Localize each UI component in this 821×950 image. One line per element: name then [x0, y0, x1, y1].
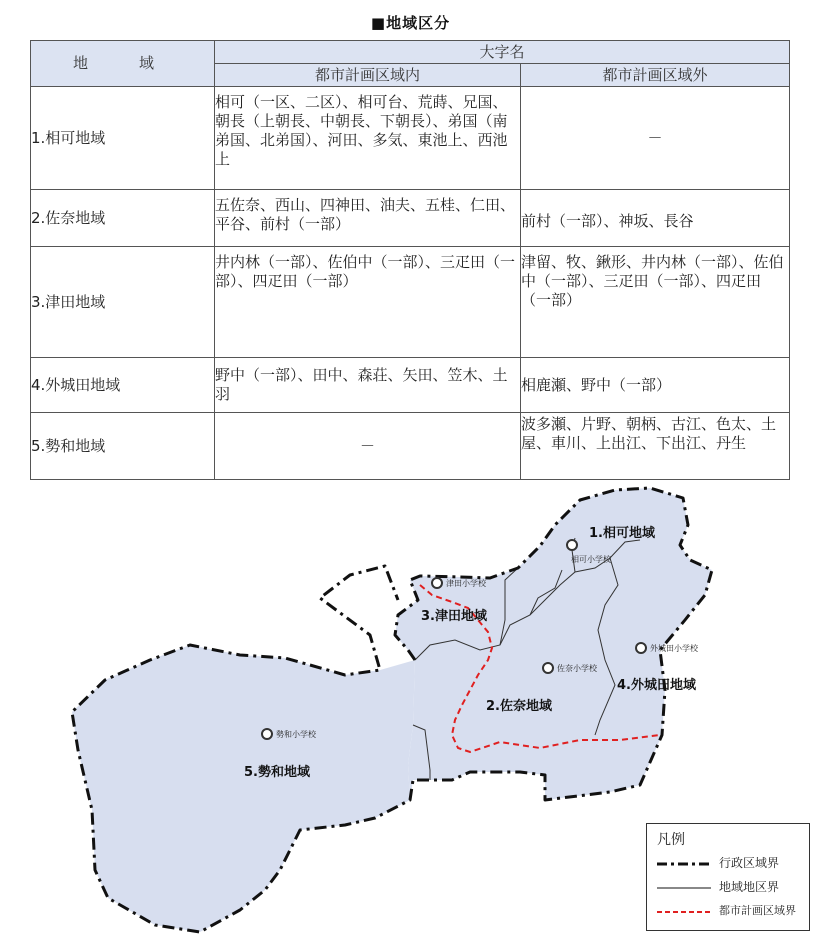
school-icon — [262, 729, 272, 739]
dash-dot-line-icon — [655, 862, 713, 866]
region-name: 3.津田地域 — [31, 247, 215, 358]
school-label: 津田小学校 — [446, 579, 486, 588]
outside-cell: 津留、牧、鍬形、井内林（一部）、佐伯中（一部）、三疋田（一部）、四疋田（一部） — [521, 247, 790, 358]
solid-line-icon — [655, 886, 713, 890]
table-row — [31, 247, 790, 358]
inside-cell: 五佐奈、西山、四神田、油夫、五桂、仁田、平谷、前村（一部） — [215, 190, 521, 247]
region-label: 4.外城田地域 — [617, 678, 696, 693]
inside-cell: 野中（一部）、田中、森荘、矢田、笠木、土羽 — [215, 358, 521, 413]
school-icon — [636, 643, 646, 653]
school-label: 勢和小学校 — [276, 730, 316, 739]
section-title: ■地域区分 — [370, 14, 451, 32]
region-name: 1.相可地域 — [31, 87, 215, 190]
region-label: 3.津田地域 — [421, 609, 487, 624]
header-outside: 都市計画区域外 — [521, 64, 790, 87]
school-label: 佐奈小学校 — [557, 664, 597, 673]
map-legend — [646, 823, 810, 931]
region-table — [30, 40, 790, 480]
legend-item-planning — [655, 902, 805, 920]
region-label: 5.勢和地域 — [244, 765, 310, 780]
header-region: 地 域 — [31, 41, 215, 87]
inside-cell: 相可（一区、二区）、相可台、荒蒔、兄国、朝長（上朝長、中朝長、下朝長）、弟国（南弟国、北弟国）、河田、多気、東池上、西池上 — [215, 87, 521, 190]
school-label: 相可小学校 — [571, 555, 611, 564]
table-row — [31, 190, 790, 247]
table-row — [31, 87, 790, 190]
header-inside: 都市計画区域内 — [215, 64, 521, 87]
school-icon — [567, 540, 577, 550]
table-header-row — [31, 41, 790, 64]
legend-label: 地域地区界 — [719, 880, 780, 894]
map-area — [72, 488, 712, 932]
legend-title: 凡例 — [657, 832, 685, 848]
school-label: 外城田小学校 — [650, 644, 698, 653]
table-row — [31, 358, 790, 413]
outside-cell: 相鹿瀬、野中（一部） — [521, 358, 790, 413]
table-row — [31, 413, 790, 480]
inside-cell: 井内林（一部）、佐伯中（一部）、三疋田（一部）、四疋田（一部） — [215, 247, 521, 358]
school-icon — [432, 578, 442, 588]
region-label: 2.佐奈地域 — [486, 699, 552, 714]
school-icon — [543, 663, 553, 673]
legend-item-district — [655, 878, 805, 896]
region-name: 4.外城田地域 — [31, 358, 215, 413]
region-label: 1.相可地域 — [589, 526, 655, 541]
region-name: 2.佐奈地域 — [31, 190, 215, 247]
outside-cell: 波多瀬、片野、朝柄、古江、色太、土屋、車川、上出江、下出江、丹生 — [521, 413, 790, 480]
header-aza: 大字名 — [215, 41, 790, 64]
red-dashed-line-icon — [655, 910, 713, 914]
legend-item-admin — [655, 854, 805, 872]
legend-label: 都市計画区域界 — [719, 904, 796, 917]
region-name: 5.勢和地域 — [31, 413, 215, 480]
outside-cell: － — [521, 87, 790, 190]
legend-label: 行政区域界 — [719, 856, 780, 870]
outside-cell: 前村（一部）、神坂、長谷 — [521, 190, 790, 247]
inside-cell: － — [215, 413, 521, 480]
seiwa-area — [72, 645, 415, 932]
